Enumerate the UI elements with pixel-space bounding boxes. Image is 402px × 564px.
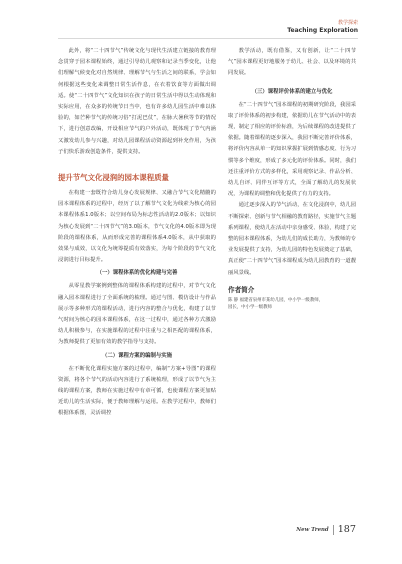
header-column-cn: 教学探索 — [337, 20, 358, 26]
author-bio-line: 陈 静 福建省泉州市某幼儿园，中小学一级教师， — [228, 297, 323, 303]
paragraph: 教学活动，既有借鉴，又有创新，让“二十四节气”园本课程更好地服务于幼儿、社会、以及环境的共同发展。 — [228, 48, 356, 77]
header-divider — [58, 38, 358, 39]
header-column-en: Teaching Exploration — [287, 27, 358, 34]
paragraph: 在“二十四节气”园本课程的初期研究阶段，我园采取了评价体系的初步构建，依据幼儿在节气活动中的表现，制定了相应的评价标准，为后续课程的改进提供了依据。随着课程的逐步深入，我园不断完善评价体系，将评价内容从单一的知识掌握扩展到情感态度、行为习惯等多个维度，形成了多元化的评价体系。同时，我们还注重评价方式的多样化，采用观察记录、作品分析、幼儿自评、同伴互评等方式，全面了解幼儿的发展状况，为课程的调整和优化提供了有力的支持。 — [228, 101, 356, 198]
author-bio-line: 园长，中小学一级教师 — [228, 304, 272, 310]
page-footer — [296, 524, 356, 535]
right-column — [228, 46, 356, 311]
spacer — [58, 158, 216, 168]
journal-brand: New Trend — [296, 526, 329, 533]
paragraph: 从零星教学案例到整体的课程体系构建的过程中，对节气文化融入园本课程进行了全面系统的梳理。通过与图、模仿设计与作品展示等多种形式的课程活动，进行内容的整合与优化，构建了以节气时间为核心的园本课程体系，在这一过程中，通过各种方式激励幼儿积极参与，在实施课程的过程中注重与之相匹配的课程体系，为教师提供了更加有效的教学指导与支持。 — [58, 283, 216, 346]
footer-divider — [333, 525, 334, 535]
spacer — [228, 80, 356, 85]
page-header — [287, 20, 358, 35]
paragraph: 通过逐步深入的节气活动，在文化浸润中，幼儿园不断探索、创新与节气相融的教育路径，实施节气主题系列课程，使幼儿在活动中亲身感受、体验，构建了完整的园本课程体系，为幼儿们的成长助力，为教师的专业发展提供了支持，为幼儿园的特色发展奠定了基础，真正使“二十四节气”园本课程成为幼儿园教育的一道靓丽风景线。 — [228, 202, 356, 276]
paragraph: 在不断优化课程实施方案的过程中，编制“方案+导图”的课程资源，将各个节气的活动内容进行了系统梳理，形成了以节气为主线的课程方案，教师在实施过程中有章可循，也使课程方案更加贴近幼儿的生活实际，便于教师理解与运用。在教学过程中，教师们根据体系图，灵活调控 — [58, 365, 216, 417]
paragraph: 在构建一套既符合幼儿身心发展规律、又融合节气文化精髓的园本课程体系的过程中，经历了以了解节气文化为线索为核心的园本课程体系1.0版本；以空间布局为标志性活动的2.0版本；以知识为核心发展到“二十四节气”的3.0版本，节气文化的4.0版本即为现阶段的课程体系，从而形成完善的课程体系4.0版本，从中获取的效果与成效，以文化为统筹提质有效落实，为每个阶段的节气文化浸润进行目标提升。 — [58, 190, 216, 264]
subsection-heading: （三）课程评价体系的建立与优化 — [251, 88, 333, 95]
subsection-heading: （一）课程体系的优化构建与完善 — [96, 270, 178, 277]
page-number: 187 — [337, 524, 356, 535]
subsection-heading: （二）课程方案的编制与实施 — [101, 352, 173, 359]
author-bio-title: 作者简介 — [228, 285, 255, 294]
section-title: 提升节气文化浸润的园本课程质量 — [58, 173, 169, 183]
paragraph: 此外，将“二十四节气”传统文化与现代生活建立链接的教育理念贯穿于园本课程始终，通过引导幼儿观察和记录当季变化，让他们理解气候变化对自然规律、理解节气与生活之间的联系，学会如何根据这些变化来调整日常生活作息，在衣着饮食等方面做出调适。使“二十四节气”文化知识在孩子的日常生活中得以生动体现和实际应用，在众多的传统节日当中，也有许多幼儿园生活中难以体验的，如芒种节气的传统习俗“打泥巴仗”，在脉大暑秋等节的情况下，进行创意改编，开设相应节气的户外活动，既体现了节气内涵又激发幼儿参与兴趣，对幼儿园课程活动资源起到补充作用，为孩子们快乐游戏创造条件，提供支持。 — [58, 48, 216, 155]
left-column — [58, 46, 216, 420]
